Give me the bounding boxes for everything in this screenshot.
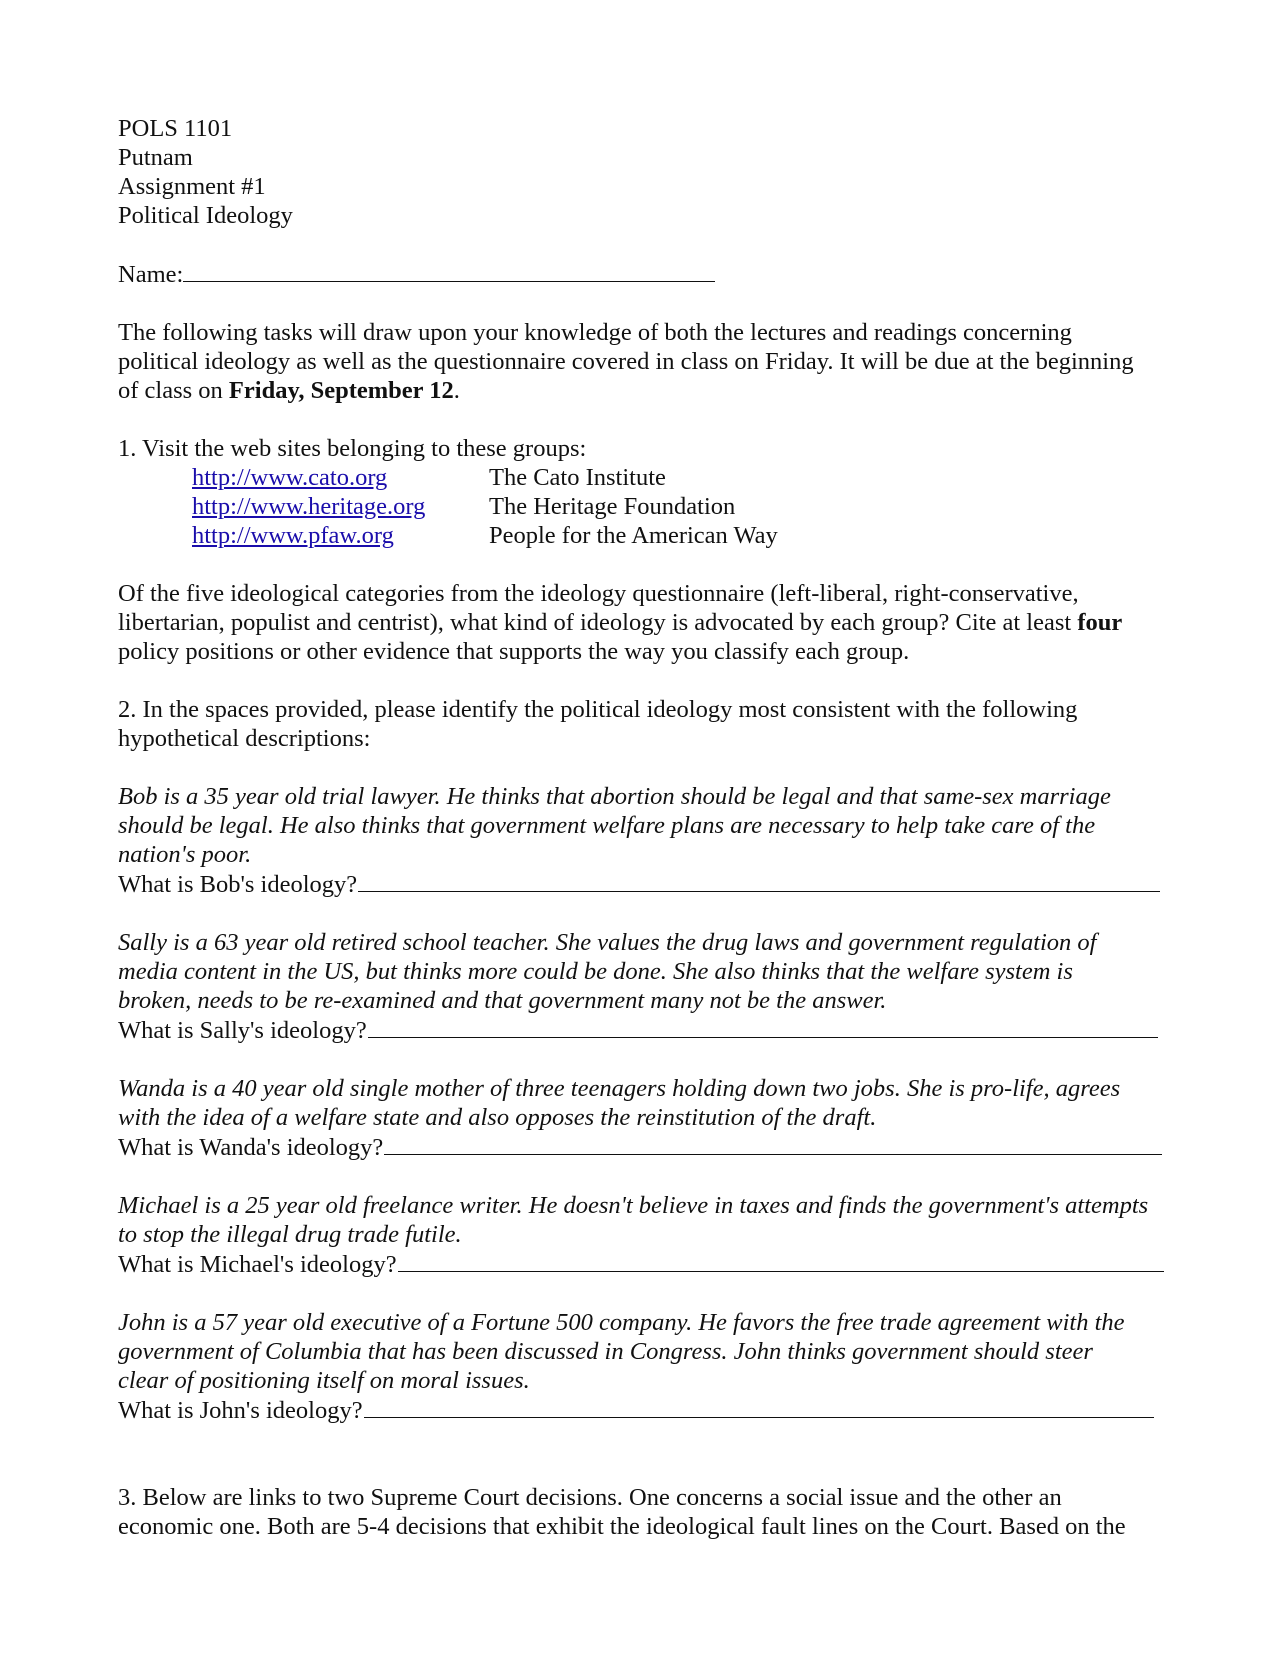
case-sally bbox=[118, 928, 1168, 1045]
site-row bbox=[118, 521, 1168, 550]
q1-text: Of the five ideological categories from the ideology questionnaire (left-liberal, right-conservative, libertarian, populist and centrist), what kind of ideology is advocated by each group? Cite at least bbox=[118, 580, 1079, 636]
case-description-line: Bob is a 35 year old trial lawyer. He thinks that abortion should be legal and that same-sex marriage bbox=[118, 783, 1111, 810]
question-1 bbox=[118, 434, 1168, 666]
site-name: The Cato Institute bbox=[489, 464, 666, 491]
site-link[interactable]: http://www.pfaw.org bbox=[192, 522, 394, 549]
site-link[interactable]: http://www.cato.org bbox=[192, 464, 388, 491]
q1-prompt: 1. Visit the web sites belonging to these groups: bbox=[118, 435, 587, 462]
assignment-page bbox=[118, 114, 1168, 1541]
case-wanda bbox=[118, 1074, 1168, 1162]
answer-row bbox=[118, 869, 1160, 899]
assignment-topic: Political Ideology bbox=[118, 202, 293, 229]
q2-prompt: 2. In the spaces provided, please identify the political ideology most consistent with the following hypothetical descriptions: bbox=[118, 696, 1078, 752]
case-description-line: Michael is a 25 year old freelance writer. He doesn't believe in taxes and finds the government's attempts bbox=[118, 1192, 1149, 1219]
answer-blank[interactable] bbox=[384, 1132, 1162, 1155]
case-john bbox=[118, 1308, 1168, 1425]
question-2 bbox=[118, 695, 1168, 1425]
case-description-line: nation's poor. bbox=[118, 841, 252, 868]
answer-blank[interactable] bbox=[358, 869, 1160, 892]
q3-line: economic one. Both are 5-4 decisions that exhibit the ideological fault lines on the Court. Based on the bbox=[118, 1513, 1126, 1540]
q1-text-end: policy positions or other evidence that supports the way you classify each group. bbox=[118, 638, 910, 665]
case-description-line: John is a 57 year old executive of a Fortune 500 company. He favors the free trade agreement with the bbox=[118, 1309, 1125, 1336]
intro-text: The following tasks will draw upon your knowledge of both the lectures and readings concerning political ideology as well as the questionnaire covered in class on Friday. It will be due at the beginning of class on bbox=[118, 319, 1134, 404]
instructor-name: Putnam bbox=[118, 144, 193, 171]
case-michael bbox=[118, 1191, 1168, 1279]
answer-question: What is Wanda's ideology? bbox=[118, 1134, 384, 1161]
name-blank[interactable] bbox=[183, 259, 715, 282]
answer-blank[interactable] bbox=[398, 1249, 1164, 1272]
case-description-line: clear of positioning itself on moral issues. bbox=[118, 1367, 530, 1394]
answer-row bbox=[118, 1249, 1164, 1279]
case-description-line: should be legal. He also thinks that government welfare plans are necessary to help take care of the bbox=[118, 812, 1096, 839]
case-description-line: to stop the illegal drug trade futile. bbox=[118, 1221, 462, 1248]
case-description-line: Wanda is a 40 year old single mother of three teenagers holding down two jobs. She is pro-life, agrees bbox=[118, 1075, 1121, 1102]
case-description-line: broken, needs to be re-examined and that government many not be the answer. bbox=[118, 987, 887, 1014]
header-block bbox=[118, 114, 1168, 230]
answer-row bbox=[118, 1395, 1154, 1425]
case-description-line: with the idea of a welfare state and also opposes the reinstitution of the draft. bbox=[118, 1104, 877, 1131]
site-row bbox=[118, 492, 1168, 521]
case-description-line: Sally is a 63 year old retired school teacher. She values the drug laws and government regulation of bbox=[118, 929, 1097, 956]
answer-blank[interactable] bbox=[364, 1395, 1154, 1418]
course-code: POLS 1101 bbox=[118, 115, 233, 142]
assignment-number: Assignment #1 bbox=[118, 173, 266, 200]
site-link[interactable]: http://www.heritage.org bbox=[192, 493, 426, 520]
answer-question: What is John's ideology? bbox=[118, 1397, 363, 1424]
answer-row bbox=[118, 1132, 1162, 1162]
answer-question: What is Bob's ideology? bbox=[118, 871, 358, 898]
q3-line: 3. Below are links to two Supreme Court decisions. One concerns a social issue and the other an bbox=[118, 1484, 1062, 1511]
site-name: The Heritage Foundation bbox=[489, 493, 736, 520]
name-field-row bbox=[118, 259, 1168, 289]
case-description-line: government of Columbia that has been discussed in Congress. John thinks government should steer bbox=[118, 1338, 1093, 1365]
site-name: People for the American Way bbox=[489, 522, 778, 549]
due-date: Friday, September 12 bbox=[228, 377, 454, 404]
case-description-line: media content in the US, but thinks more could be done. She also thinks that the welfare system is bbox=[118, 958, 1073, 985]
q1-instructions bbox=[118, 579, 1138, 666]
q1-emphasis: four bbox=[1077, 609, 1123, 636]
case-bob bbox=[118, 782, 1168, 899]
intro-paragraph bbox=[118, 318, 1158, 405]
intro-text-end: . bbox=[453, 377, 460, 404]
answer-row bbox=[118, 1015, 1158, 1045]
site-row bbox=[118, 463, 1168, 492]
answer-question: What is Sally's ideology? bbox=[118, 1017, 367, 1044]
answer-question: What is Michael's ideology? bbox=[118, 1251, 397, 1278]
name-label: Name: bbox=[118, 261, 184, 288]
answer-blank[interactable] bbox=[368, 1015, 1158, 1038]
question-3 bbox=[118, 1483, 1168, 1541]
